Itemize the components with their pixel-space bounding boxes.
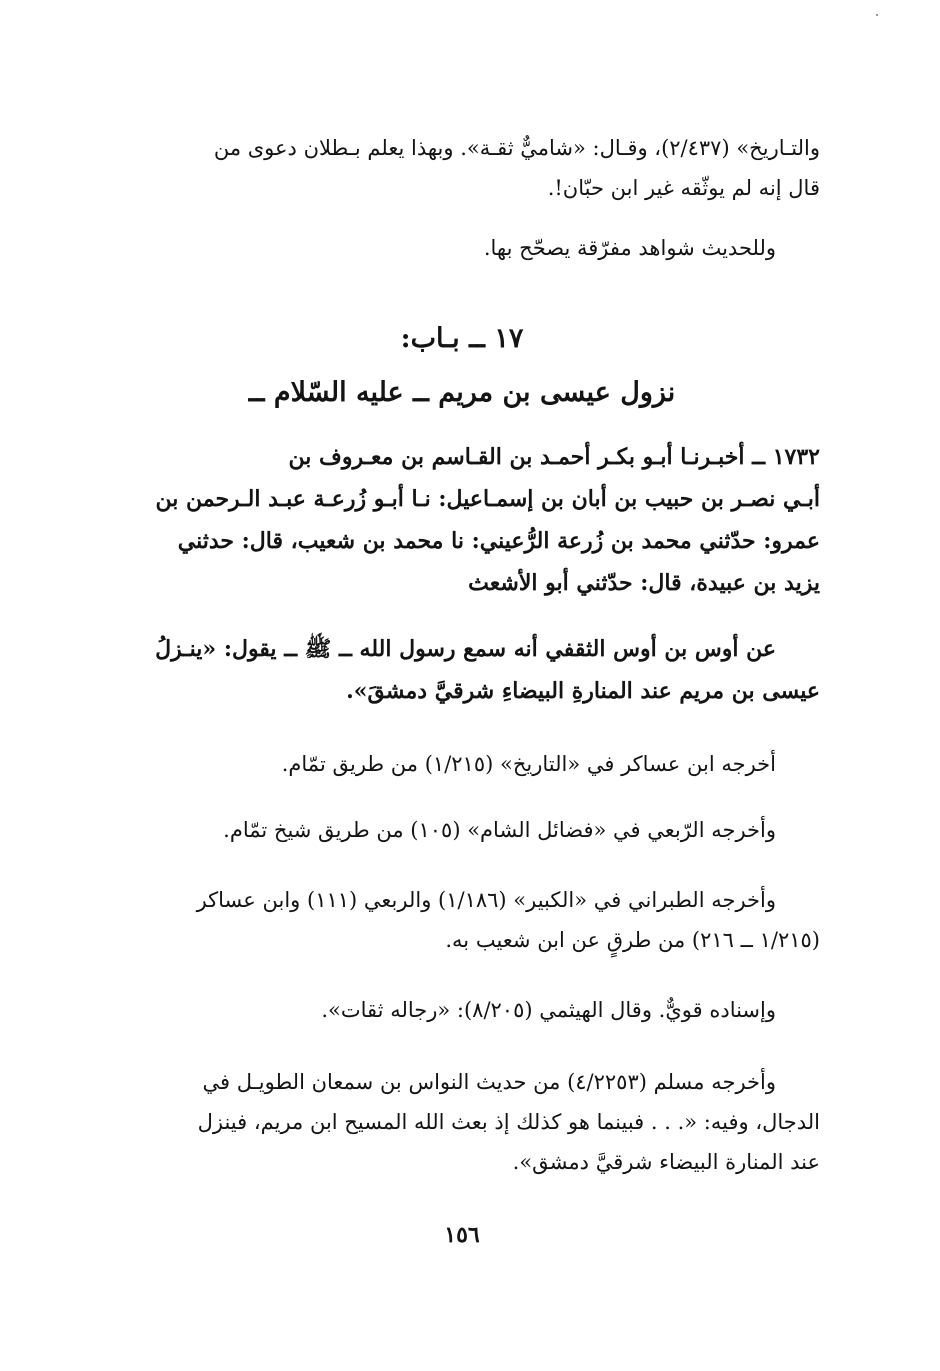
isnad-line-4: يزيد بن عبيدة، قال: حدّثني أبو الأشعث — [468, 570, 820, 596]
takhrij-5-line-3: عند المنارة البيضاء شرقيَّ دمشق». — [512, 1150, 820, 1174]
scan-speck — [876, 14, 878, 16]
intro-line-2: قال إنه لم يوثّقه غير ابن حبّان!. — [547, 176, 820, 200]
takhrij-4-line: وإسناده قويٌّ. وقال الهيثمي (٨/٢٠٥): «رجاله ثقات». — [321, 998, 776, 1022]
intro-paragraph — [104, 128, 820, 208]
intro-line-1: والتـاريخ» (٢/٤٣٧)، وقـال: «شاميٌّ ثقـة». وبهذا يعلم بـطلان دعوى من — [213, 136, 820, 160]
takhrij-paragraph-2 — [104, 810, 820, 850]
takhrij-1-line: أخرجه ابن عساكر في «التاريخ» (١/٢١٥) من طريق تمّام. — [281, 752, 776, 776]
takhrij-5-line-1: وأخرجه مسلم (٤/٢٢٥٣) من حديث النواس بن سمعان الطويـل في — [202, 1070, 776, 1094]
chapter-number-title: ١٧ ــ بـاب: — [400, 323, 524, 354]
hadith-isnad — [104, 436, 820, 604]
takhrij-5-line-2: الدجال، وفيه: «. . . فبينما هو كذلك إذ بعث الله المسيح ابن مريم، فينزل — [197, 1110, 820, 1134]
takhrij-3-line-2: (١/٢١٥ ــ ٢١٦) من طرقٍ عن ابن شعيب به. — [445, 928, 820, 952]
takhrij-paragraph-5 — [104, 1062, 820, 1182]
matn-line-2: عيسى بن مريم عند المنارةِ البيضاءِ شرقيَّ دمشقَ». — [346, 678, 820, 704]
isnad-line-3: عمرو: حدّثني محمد بن زُرعة الرُّعيني: نا محمد بن شعيب، قال: حدثني — [177, 528, 820, 554]
takhrij-paragraph-4 — [104, 990, 820, 1030]
supporting-evidence-note — [104, 228, 820, 268]
chapter-title: نزول عيسى بن مريم ــ عليه السّلام ــ — [248, 377, 676, 408]
isnad-line-1: ١٧٣٢ ــ أخبـرنـا أبـو بكـر أحمـد بن القـاسم بن معـروف بن — [288, 444, 820, 470]
takhrij-2-line: وأخرجه الرّبعي في «فضائل الشام» (١٠٥) من طريق شيخ تمّام. — [223, 818, 776, 842]
matn-line-1: عن أوس بن أوس الثقفي أنه سمع رسول الله ــ ﷺ ــ يقول: «ينـزلُ — [155, 636, 776, 662]
page-number — [104, 1222, 820, 1248]
intro-line-3: وللحديث شواهد مفرّقة يصحّح بها. — [483, 236, 776, 260]
takhrij-paragraph-1 — [104, 744, 820, 784]
chapter-heading — [104, 314, 820, 418]
hadith-matn — [104, 628, 820, 712]
isnad-line-2: أبـي نصـر بن حبيب بن أبان بن إسمـاعيل: نـا أبـو زُرعـة عبـد الـرحمن بن — [155, 486, 820, 512]
book-page — [104, 0, 820, 1371]
page-number-text: ١٥٦ — [444, 1222, 480, 1248]
takhrij-3-line-1: وأخرجه الطبراني في «الكبير» (١/١٨٦) والربعي (١١١) وابن عساكر — [196, 888, 776, 912]
takhrij-paragraph-3 — [104, 880, 820, 960]
